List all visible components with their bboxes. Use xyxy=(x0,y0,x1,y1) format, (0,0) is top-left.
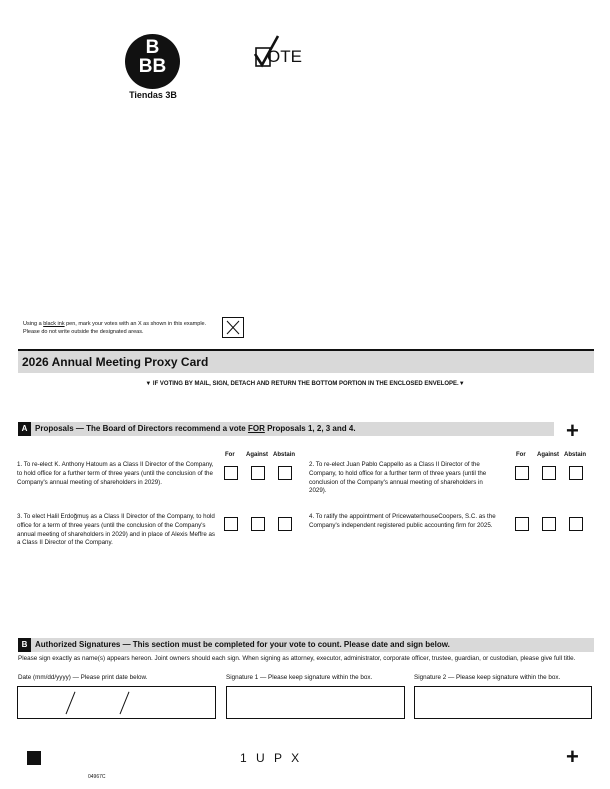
section-a-title xyxy=(35,424,356,433)
section-a-title-post: Proposals 1, 2, 3 and 4. xyxy=(264,424,356,433)
signature-1-label: Signature 1 — Please keep signature within the box. xyxy=(226,674,373,681)
proposal-4-against-checkbox[interactable] xyxy=(542,517,556,531)
company-logo xyxy=(125,34,180,89)
example-mark-box xyxy=(222,317,244,338)
proposal-1-for-checkbox[interactable] xyxy=(224,466,238,480)
date-input-box[interactable] xyxy=(17,686,216,719)
instr-line2: Please do not write outside the designated areas. xyxy=(23,329,144,335)
col-against-right: Against xyxy=(537,452,560,458)
proposal-2-for-checkbox[interactable] xyxy=(515,466,529,480)
card-title-bar xyxy=(18,349,594,373)
col-abstain-left: Abstain xyxy=(273,452,296,458)
signature-instructions: Please sign exactly as name(s) appears hereon. Joint owners should each sign. When signing as attorney, executor, administrator, corporate officer, trustee, guardian, or custodian, please give full title. xyxy=(18,655,576,662)
proposal-3-for-checkbox[interactable] xyxy=(224,517,238,531)
instr-ink: black ink xyxy=(43,321,65,327)
proposal-3-abstain-checkbox[interactable] xyxy=(278,517,292,531)
section-b-title: Authorized Signatures — This section must be completed for your vote to count. Please date and sign below. xyxy=(35,640,450,649)
date-separator-1 xyxy=(66,692,76,715)
instr-post: pen, mark your votes with an X as shown in this example. xyxy=(64,321,207,327)
proposal-2-against-checkbox[interactable] xyxy=(542,466,556,480)
section-b-badge: B xyxy=(18,638,31,652)
section-a-for-word: FOR xyxy=(247,424,265,433)
marking-instructions xyxy=(23,320,206,336)
col-abstain-right: Abstain xyxy=(564,452,587,458)
date-separator-2 xyxy=(120,692,130,715)
col-for-right: For xyxy=(516,452,526,458)
proposal-1: 1. To re-elect K. Anthony Hatoum as a Class II Director of the Company, to hold office for a further term of three years (until the conclusion of the Company's annual meeting of shareholders in 2029). xyxy=(17,461,214,486)
vote-logo xyxy=(252,34,314,70)
col-for-left: For xyxy=(225,452,235,458)
section-a-header xyxy=(18,422,554,436)
proposal-3: 3. To elect Halil Erdoğmuş as a Class II Director of the Company, to hold office for a term of three years (until the conclusion of the Company's annual meeting of shareholders in 2029) and in place of Alexis Meffre as a Class II Director of the Company. xyxy=(17,513,216,547)
section-a-title-pre: Proposals — The Board of Directors recommend a vote xyxy=(35,424,248,433)
proposal-2-abstain-checkbox[interactable] xyxy=(569,466,583,480)
x-mark-icon xyxy=(223,318,243,337)
signature-2-label: Signature 2 — Please keep signature within the box. xyxy=(414,674,561,681)
company-name: Tiendas 3B xyxy=(129,90,177,100)
form-code: 1 U P X xyxy=(240,751,303,765)
date-label: Date (mm/dd/yyyy) — Please print date below. xyxy=(18,674,148,681)
instr-pre: Using a xyxy=(23,321,44,327)
proposal-4-for-checkbox[interactable] xyxy=(515,517,529,531)
registration-plus-bottom-icon: + xyxy=(566,744,579,769)
proposal-4-abstain-checkbox[interactable] xyxy=(569,517,583,531)
signature-1-box[interactable] xyxy=(226,686,405,719)
registration-plus-icon: + xyxy=(566,418,579,443)
proposal-1-abstain-checkbox[interactable] xyxy=(278,466,292,480)
card-title: 2026 Annual Meeting Proxy Card xyxy=(22,355,209,369)
vote-logo-text: OTE xyxy=(267,47,302,66)
detach-notice: ▼ IF VOTING BY MAIL, SIGN, DETACH AND RETURN THE BOTTOM PORTION IN THE ENCLOSED ENVELOPE.▼ xyxy=(145,381,465,387)
proposal-1-against-checkbox[interactable] xyxy=(251,466,265,480)
small-form-code: 04967C xyxy=(88,774,106,780)
proposal-3-against-checkbox[interactable] xyxy=(251,517,265,531)
registration-square xyxy=(27,751,41,765)
section-b-header xyxy=(18,638,594,652)
section-a-badge: A xyxy=(18,422,31,436)
proposal-4: 4. To ratify the appointment of PricewaterhouseCoopers, S.C. as the Company's independent registered public accounting firm for 2025. xyxy=(309,513,496,529)
signature-2-box[interactable] xyxy=(414,686,592,719)
proposal-2: 2. To re-elect Juan Pablo Cappello as a Class II Director of the Company, to hold office for a further term of three years (until the conclusion of the Company's annual meeting of shareholders in 2029). xyxy=(309,461,487,495)
logo-letters-bb: BB xyxy=(138,56,167,77)
col-against-left: Against xyxy=(246,452,269,458)
logo-letter-b: B xyxy=(145,37,160,58)
